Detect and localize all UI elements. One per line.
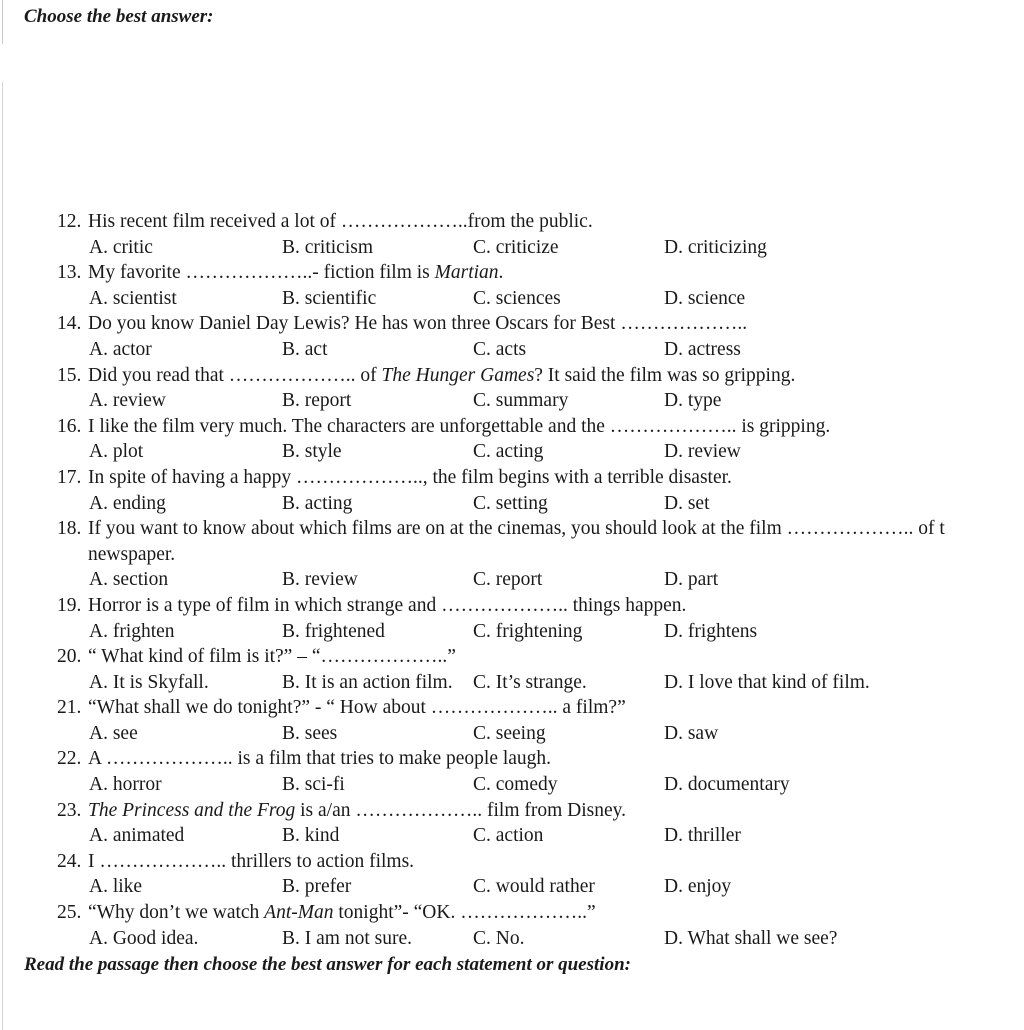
option-d: D. actress [664,338,741,360]
option-c: C. No. [473,927,525,949]
question-item [0,414,1024,465]
question-stem-line [0,695,1024,721]
question-number: 21. [57,697,82,719]
question-item [0,900,1024,951]
option-a: A. plot [89,441,144,463]
option-c: C. comedy [473,774,558,796]
option-c: C. criticize [473,236,559,258]
question-stem: My favorite ………………..- fiction film is Martian. [88,262,504,284]
question-number: 13. [57,262,82,284]
option-c: C. summary [473,390,569,412]
option-a: A. critic [89,236,153,258]
option-b: B. sci-fi [282,774,345,796]
option-c: C. seeing [473,722,546,744]
answer-options [0,388,1024,414]
question-item [0,516,1024,593]
option-b: B. criticism [282,236,373,258]
option-b: B. frightened [282,620,385,642]
answer-options [0,721,1024,747]
question-item [0,311,1024,362]
option-a: A. Good idea. [89,927,199,949]
question-number: 25. [57,902,82,924]
question-stem: If you want to know about which films are on at the cinemas, you should look at the film ……………….. of t [88,518,945,540]
option-a: A. like [89,876,143,898]
question-stem-line [0,798,1024,824]
answer-options [0,491,1024,517]
option-b: B. prefer [282,876,352,898]
option-a: A. actor [89,338,152,360]
question-stem-line [0,465,1024,491]
question-item [0,849,1024,900]
question-stem-line [0,746,1024,772]
option-a: A. horror [89,774,162,796]
question-item [0,746,1024,797]
question-stem-line [0,644,1024,670]
question-number: 17. [57,466,82,488]
answer-options [0,772,1024,798]
question-list [0,209,1024,951]
instruction-heading: Choose the best answer: [24,6,214,27]
option-b: B. It is an action film. [282,671,453,693]
question-item [0,593,1024,644]
option-a: A. section [89,569,169,591]
question-stem-line [0,593,1024,619]
option-b: B. act [282,338,328,360]
question-number: 15. [57,364,82,386]
option-d: D. thriller [664,825,741,847]
question-stem: Do you know Daniel Day Lewis? He has won three Oscars for Best ……………….. [88,313,748,335]
question-stem: I like the film very much. The characters are unforgettable and the ……………….. is gripping. [88,415,831,437]
option-b: B. kind [282,825,340,847]
option-d: D. frightens [664,620,758,642]
question-stem: The Princess and the Frog is a/an ……………….. film from Disney. [88,799,627,821]
answer-options [0,235,1024,261]
question-item [0,695,1024,746]
option-a: A. frighten [89,620,175,642]
option-c: C. setting [473,492,548,514]
option-d: D. What shall we see? [664,927,838,949]
option-b: B. acting [282,492,353,514]
question-stem-line [0,260,1024,286]
option-d: D. I love that kind of film. [664,671,870,693]
option-d: D. saw [664,722,719,744]
option-a: A. ending [89,492,166,514]
question-number: 14. [57,313,82,335]
option-a: A. see [89,722,138,744]
option-b: B. sees [282,722,338,744]
left-edge-line [2,0,3,44]
option-d: D. review [664,441,741,463]
question-item [0,465,1024,516]
option-c: C. would rather [473,876,595,898]
option-a: A. review [89,390,166,412]
question-number: 22. [57,748,82,770]
question-stem: Did you read that ……………….. of The Hunger Games? It said the film was so gripping. [88,364,796,386]
question-stem: “What shall we do tonight?” - “ How about ……………….. a film?” [88,697,626,719]
option-c: C. frightening [473,620,583,642]
answer-options [0,619,1024,645]
answer-options [0,926,1024,952]
option-b: B. review [282,569,358,591]
question-stem: “Why don’t we watch Ant-Man tonight”- “OK. ………………..” [88,902,596,924]
option-b: B. I am not sure. [282,927,412,949]
option-d: D. part [664,569,719,591]
option-d: D. enjoy [664,876,732,898]
question-number: 19. [57,594,82,616]
question-stem-continuation-line [0,542,1024,568]
question-stem: I ……………….. thrillers to action films. [88,850,415,872]
question-number: 18. [57,518,82,540]
question-item [0,644,1024,695]
question-stem-line [0,414,1024,440]
question-stem-line [0,516,1024,542]
answer-options [0,567,1024,593]
question-item [0,798,1024,849]
option-a: A. scientist [89,287,177,309]
option-b: B. style [282,441,342,463]
question-item [0,260,1024,311]
option-c: C. acting [473,441,544,463]
question-stem-continuation: newspaper. [88,543,176,565]
option-a: A. It is Skyfall. [89,671,209,693]
option-c: C. action [473,825,544,847]
question-number: 23. [57,799,82,821]
question-number: 20. [57,646,82,668]
answer-options [0,823,1024,849]
question-number: 16. [57,415,82,437]
answer-options [0,337,1024,363]
option-c: C. acts [473,338,527,360]
option-c: C. sciences [473,287,561,309]
answer-options [0,670,1024,696]
question-number: 12. [57,211,82,232]
question-stem-line [0,849,1024,875]
question-stem: His recent film received a lot of ………………..from the public. [88,211,593,232]
question-stem: “ What kind of film is it?” – “………………..” [88,646,456,668]
question-item [0,209,1024,260]
question-stem: A ……………….. is a film that tries to make people laugh. [88,748,552,770]
question-number: 24. [57,850,82,872]
option-d: D. type [664,390,722,412]
option-d: D. science [664,287,746,309]
option-d: D. criticizing [664,236,767,258]
question-stem-line [0,363,1024,389]
question-stem-line [0,209,1024,235]
passage-instruction-heading: Read the passage then choose the best answer for each statement or question: [24,954,631,975]
option-c: C. report [473,569,543,591]
question-item [0,363,1024,414]
option-b: B. report [282,390,352,412]
question-stem-line [0,311,1024,337]
question-stem: In spite of having a happy ……………….., the film begins with a terrible disaster. [88,466,732,488]
question-stem-line [0,900,1024,926]
option-d: D. documentary [664,774,790,796]
option-a: A. animated [89,825,185,847]
question-stem: Horror is a type of film in which strange and ……………….. things happen. [88,594,687,616]
answer-options [0,286,1024,312]
option-b: B. scientific [282,287,377,309]
answer-options [0,874,1024,900]
answer-options [0,439,1024,465]
option-d: D. set [664,492,710,514]
option-c: C. It’s strange. [473,671,587,693]
